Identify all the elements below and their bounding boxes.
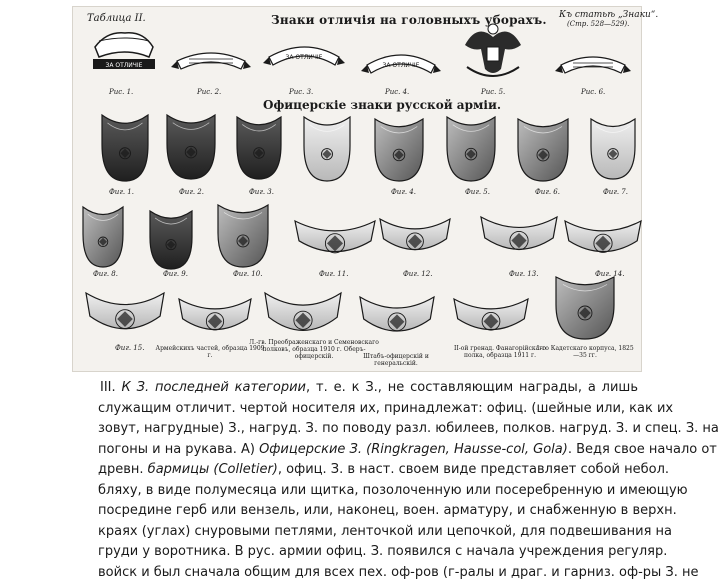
fig-label: Фиг. 5. (465, 189, 490, 196)
gorget-figure (83, 207, 123, 267)
article-text (98, 378, 638, 583)
ribbon-text: ЗА ОТЛИЧІЕ (383, 62, 420, 69)
fig-label: Фиг. 9. (163, 271, 188, 278)
fig-label: Фиг. 11. (319, 271, 348, 278)
fig-label: Фиг. 2. (179, 189, 204, 196)
gorget-figure (265, 293, 341, 330)
text-line (98, 481, 638, 502)
gorget-figure (86, 293, 164, 329)
gorget-figure (295, 221, 375, 253)
ribbon-badge-4 (361, 55, 441, 73)
fig-label: Фиг. 10. (233, 271, 262, 278)
text-run: погоны и на рукава. А) (98, 442, 259, 457)
italic-term: Офицерские З. (Ringkragen, Hausse-col, Gola) (259, 442, 568, 457)
section-title: Офицерскіе знаки русской арміи. (263, 99, 501, 111)
banner-badge-1 (93, 33, 155, 69)
gorget-figure (150, 211, 192, 269)
gorget-figure (179, 299, 251, 330)
text-line (98, 460, 638, 481)
text-run: краях (углах) снуровыми петлями, ленточкой или цепочкой, для подвешивания на (98, 524, 672, 539)
fig-label: Рис. 1. (109, 89, 133, 96)
gorget-figure (380, 219, 450, 250)
gorget-figure (360, 297, 434, 331)
fig-label: Фиг. 14. (595, 271, 624, 278)
text-line (98, 501, 638, 522)
gorget-figure (167, 115, 215, 179)
ribbon-text: ЗА ОТЛИЧІЕ (106, 62, 143, 69)
fig-label: Рис. 5. (481, 89, 505, 96)
figure-caption: Л.-гв. Преображенскаго и Семеновскаго полковъ, образца 1910 г. Оберъ-офицерскій. (249, 339, 379, 360)
gorget-figure (447, 117, 495, 181)
fig-label: Фиг. 13. (509, 271, 538, 278)
fig-label: Фиг. 6. (535, 189, 560, 196)
figure-caption: 1-го Кадетскаго корпуса, 1825—35 гг. (535, 345, 635, 359)
gorget-figure (237, 117, 281, 179)
table-label: Таблица II. (87, 14, 146, 24)
text-run: , т. е. к З., не составляющим награды, а лишь (306, 380, 638, 395)
fig-label: Фиг. 8. (93, 271, 118, 278)
text-run: бляху, в виде полумесяца или щитка, позолоченную или посеребренную и имеющую (98, 483, 688, 498)
gorget-figure (518, 119, 568, 181)
figure-caption: Армейскихъ частей, образца 1909 г. (155, 345, 265, 359)
italic-term: бармицы (Colletier) (148, 462, 278, 477)
page-reference: (Стр. 528—529). (567, 21, 629, 28)
text-run: . Ведя свое начало от (568, 442, 717, 457)
gorget-figure (565, 221, 641, 252)
text-line (98, 563, 638, 583)
text-line (98, 542, 638, 563)
figure-caption: II-ой гренад. Фанагорійскаго полка, образца 1911 г. (445, 345, 555, 359)
text-run: зовут, нагрудные) З., нагруд. З. по поводу разл. юбилеев, полков. нагруд. З. и спец. З. на (98, 421, 719, 436)
fig-label: Фиг. 7. (603, 189, 628, 196)
plate-title: Знаки отличія на головныхъ уборахъ. (271, 14, 547, 26)
fig-label: Фиг. 15. (115, 345, 144, 352)
ribbon-badge-6 (555, 57, 631, 73)
italic-term: К З. последней категории (122, 380, 306, 395)
gorget-row-1 (102, 115, 635, 181)
figure-caption: Штабъ-офицерскій и генеральскій. (341, 353, 451, 367)
ribbon-badge-2 (171, 53, 251, 69)
gorget-row-3 (86, 277, 614, 339)
gorget-figure (102, 115, 148, 181)
text-run: , офиц. З. в наст. своем виде представляет собой небол. (278, 462, 669, 477)
text-run: посредине герб или вензель, или, наконец, воен. арматуру, и снабженную в верхн. (98, 503, 677, 518)
text-line (98, 399, 638, 420)
fig-label: Рис. 3. (289, 89, 313, 96)
text-run: войск и был сначала общим для всех пех. оф-ров (г-ралы и драг. и гарниз. оф-ры З. не (98, 565, 699, 580)
text-line (98, 378, 638, 399)
fig-label: Рис. 2. (197, 89, 221, 96)
fig-label: Фиг. 12. (403, 271, 432, 278)
eagle-badge-5 (465, 24, 521, 76)
illustration-plate (72, 6, 642, 372)
gorget-figure (556, 277, 614, 339)
text-line (98, 419, 638, 440)
fig-label: Фиг. 3. (249, 189, 274, 196)
fig-label: Рис. 4. (385, 89, 409, 96)
gorget-figure (218, 205, 268, 267)
gorget-figure (454, 299, 528, 330)
text-line (98, 522, 638, 543)
gorget-figure (375, 119, 423, 181)
text-run: III. (100, 380, 122, 395)
gorget-figure (591, 119, 635, 179)
article-reference: Къ статьѣ „Знаки“. (559, 11, 658, 20)
gorget-row-2 (83, 205, 641, 269)
fig-label: Рис. 6. (581, 89, 605, 96)
gorget-figure (481, 217, 557, 250)
fig-label: Фиг. 1. (109, 189, 134, 196)
text-run: древн. (98, 462, 148, 477)
ribbon-text: ЗА ОТЛИЧІЕ (286, 54, 323, 61)
text-line (98, 440, 638, 461)
text-run: груди у воротника. В рус. армии офиц. З. появился с начала учреждения регуляр. (98, 544, 667, 559)
ribbon-badge-3 (263, 47, 345, 65)
fig-label: Фиг. 4. (391, 189, 416, 196)
text-run: служащим отличит. чертой носителя их, принадлежат: офиц. (шейные или, как их (98, 401, 673, 416)
gorget-figure (304, 117, 350, 181)
